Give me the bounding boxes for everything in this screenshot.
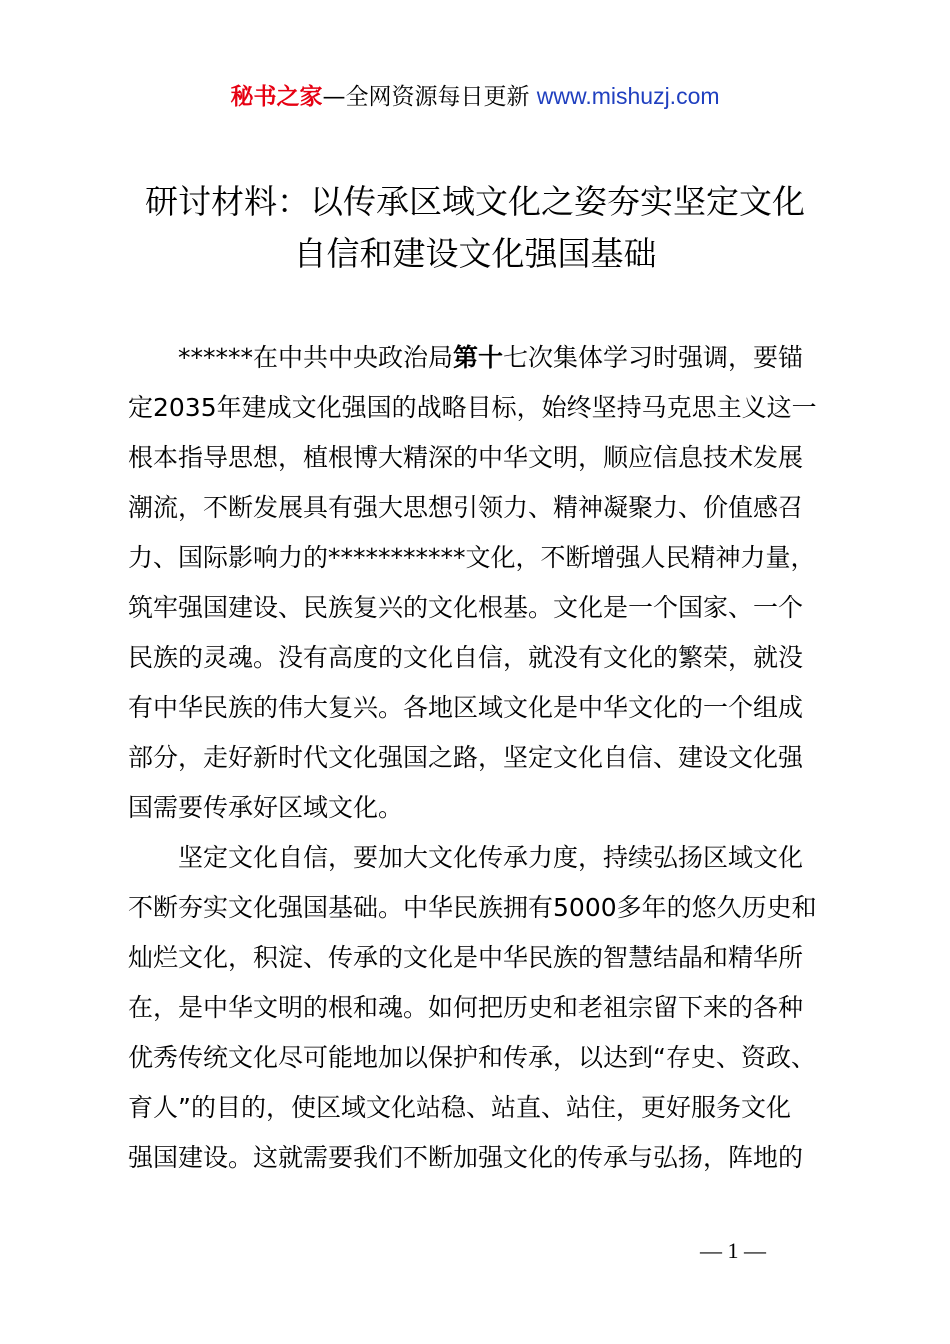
paragraph-line: 筑牢强国建设、民族复兴的文化根基。文化是一个国家、一个 (128, 593, 804, 622)
title-line: 自信和建设文化强国基础 (293, 234, 657, 273)
paragraph-line: 育人”的目的，使区域文化站稳、站直、站住，更好服务文化 (128, 1093, 791, 1122)
text-run: ******在中共中央政治局 (178, 343, 454, 372)
paragraph-line: 优秀传统文化尽可能地加以保护和传承，以达到“存史、资政、 (128, 1043, 816, 1072)
paragraph-line: 不断夯实文化强国基础。中华民族拥有5000多年的悠久历史和 (128, 893, 817, 922)
paragraph-line: 国需要传承好区域文化。 (128, 793, 404, 822)
header-tagline: —全网资源每日更新 (322, 84, 537, 110)
paragraph-line: 潮流，不断发展具有强大思想引领力、精神凝聚力、价值感召 (128, 493, 804, 522)
paragraph-line: 坚定文化自信，要加大文化传承力度，持续弘扬区域文化 (178, 843, 804, 872)
brand-name: 秘书之家 (230, 84, 323, 110)
paragraph-line: 民族的灵魂。没有高度的文化自信，就没有文化的繁荣，就没 (128, 643, 804, 672)
paragraph-line: 定2035年建成文化强国的战略目标，始终坚持马克思主义这一 (128, 393, 817, 422)
bold-text-run: 第十 (453, 343, 504, 372)
paragraph-line (128, 333, 840, 383)
page-number: — 1 — (700, 1238, 766, 1263)
site-header (0, 78, 950, 115)
paragraph-line: 强国建设。这就需要我们不断加强文化的传承与弘扬，阵地的 (128, 1143, 804, 1172)
paragraph-line: 部分，走好新时代文化强国之路，坚定文化自信、建设文化强 (128, 743, 804, 772)
paragraph-line: 力、国际影响力的***********文化，不断增强人民精神力量， (128, 543, 816, 572)
site-url-link[interactable]: www.mishuzj.com (536, 83, 720, 109)
paragraph-line: 有中华民族的伟大复兴。各地区域文化是中华文化的一个组成 (128, 693, 804, 722)
document-body (128, 333, 840, 1183)
text-run: 七次集体学习时强调，要锚 (503, 343, 804, 372)
document-title (60, 176, 890, 280)
paragraph-line: 灿烂文化，积淀、传承的文化是中华民族的智慧结晶和精华所 (128, 943, 804, 972)
paragraph-line: 根本指导思想，植根博大精深的中华文明，顺应信息技术发展 (128, 443, 804, 472)
title-line: 研讨材料：以传承区域文化之姿夯实坚定文化 (145, 182, 805, 221)
paragraph-line: 在，是中华文明的根和魂。如何把历史和老祖宗留下来的各种 (128, 993, 804, 1022)
